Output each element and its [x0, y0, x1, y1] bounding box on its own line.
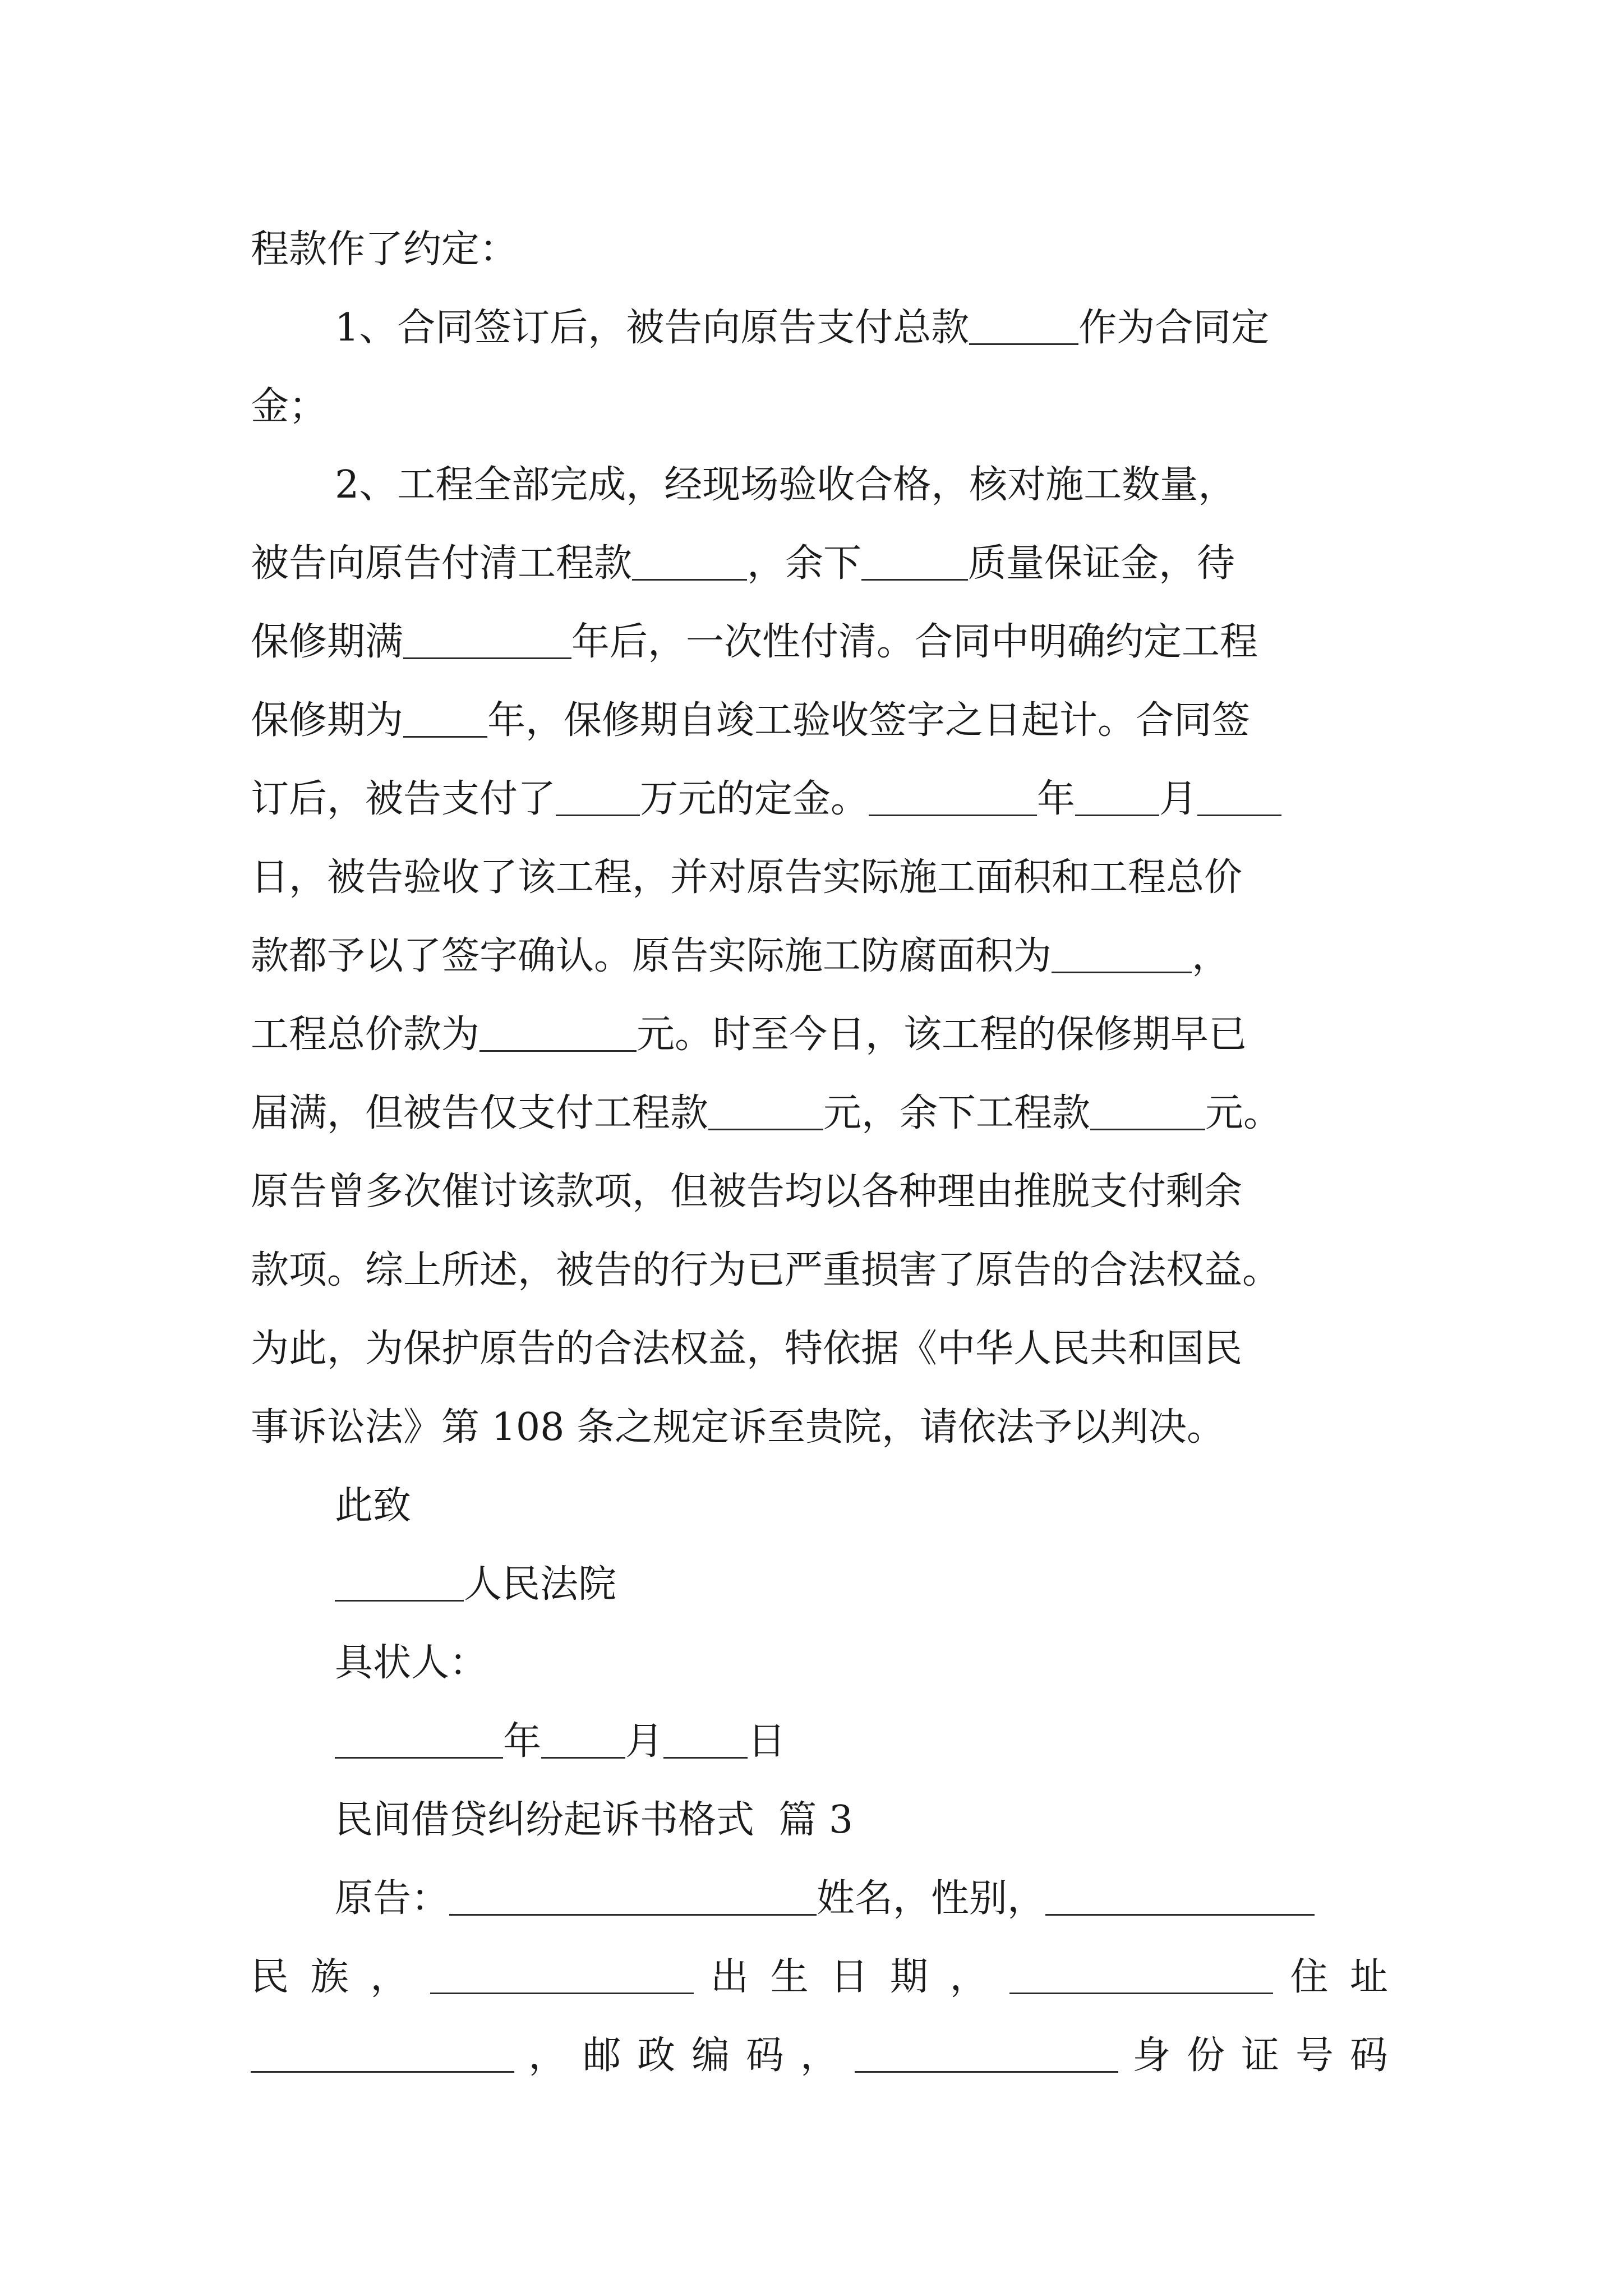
fill-in-blank: [632, 540, 747, 581]
text-segment: 年: [1037, 777, 1076, 821]
text-segment: 月: [1159, 777, 1198, 821]
fill-in-blank: [663, 1718, 748, 1759]
text-segment: 事诉讼法》第 108 条之规定诉至贵院，请依法予以判决。: [251, 1405, 1225, 1450]
text-segment: 质量保证金，待: [968, 541, 1235, 586]
fill-in-blank: [708, 1089, 823, 1130]
text-segment: 民 族 ，: [251, 1955, 413, 1999]
fill-in-blank: [1052, 932, 1192, 973]
fill-in-blank: [430, 1953, 694, 1994]
text-segment: 届满，但被告仅支付工程款: [251, 1091, 709, 1135]
text-line: [335, 289, 1388, 367]
text-segment: ，: [1192, 934, 1230, 978]
text-line: [335, 1860, 1388, 1938]
text-segment: 订后，被告支付了: [251, 777, 556, 821]
text-line: [251, 1153, 1388, 1231]
text-segment: 年，保修期自竣工验收签字之日起计。合同签: [487, 698, 1251, 743]
text-line: [251, 760, 1388, 839]
text-segment: 此致: [335, 1484, 412, 1528]
text-segment: 月: [625, 1719, 664, 1764]
fill-in-blank: [1009, 1953, 1273, 1994]
fill-in-blank: [1045, 1875, 1315, 1916]
text-segment: 款项。综上所述，被告的行为已严重损害了原告的合法权益。: [251, 1248, 1281, 1292]
text-segment: 原告：: [335, 1876, 450, 1921]
text-line: [251, 839, 1388, 917]
text-line: [335, 1624, 1388, 1703]
text-segment: 日: [748, 1719, 786, 1764]
text-line: [251, 682, 1388, 760]
text-segment: 作为合同定: [1078, 306, 1270, 350]
text-segment: 年后，一次性付清。合同中明确约定工程: [571, 620, 1258, 664]
text-segment: 原告曾多次催讨该款项，但被告均以各种理由推脱支付剩余: [251, 1170, 1243, 1214]
text-line: [335, 446, 1388, 524]
fill-in-blank: [869, 775, 1037, 816]
text-line: [335, 1703, 1388, 1781]
text-line: [251, 1388, 1388, 1467]
text-segment: 出 生 日 期 ，: [711, 1955, 993, 1999]
fill-in-blank: [1075, 775, 1159, 816]
text-segment: 元。时至今日，该工程的保修期早已: [637, 1013, 1247, 1057]
text-line: [251, 1938, 1388, 2017]
text-line: [335, 1781, 1388, 1860]
text-line: [251, 1231, 1388, 1310]
text-segment: 工程总价款为: [251, 1013, 480, 1057]
text-segment: 1、合同签订后，被告向原告支付总款: [335, 306, 970, 350]
text-segment: 为此，为保护原告的合法权益，特依据《中华人民共和国民: [251, 1327, 1243, 1371]
fill-in-blank: [1197, 775, 1281, 816]
text-segment: ， 邮 政 编 码 ，: [528, 2033, 841, 2078]
text-segment: 程款作了约定：: [251, 227, 518, 272]
text-segment: 款都予以了签字确认。原告实际施工防腐面积为: [251, 934, 1052, 978]
text-segment: 保修期满: [251, 620, 404, 664]
text-line: [251, 603, 1388, 682]
text-segment: 日，被告验收了该工程，并对原告实际施工面积和工程总价: [251, 855, 1243, 900]
text-segment: 具状人：: [335, 1641, 488, 1685]
text-segment: 人民法院: [464, 1562, 617, 1607]
fill-in-blank: [1090, 1089, 1205, 1130]
fill-in-blank: [541, 1718, 625, 1759]
fill-in-blank: [335, 1718, 503, 1759]
text-line: [251, 210, 1388, 289]
text-line: [251, 2017, 1388, 2095]
text-segment: 身 份 证 号 码: [1132, 2033, 1388, 2078]
fill-in-blank: [556, 775, 640, 816]
fill-in-blank: [403, 618, 571, 659]
fill-in-blank: [251, 2032, 514, 2073]
text-line: [251, 1310, 1388, 1388]
text-segment: 万元的定金。: [640, 777, 869, 821]
fill-in-blank: [449, 1875, 817, 1916]
fill-in-blank: [403, 697, 487, 738]
text-segment: 元，余下工程款: [823, 1091, 1091, 1135]
text-segment: 被告向原告付清工程款: [251, 541, 633, 586]
text-segment: 保修期为: [251, 698, 404, 743]
text-line: [251, 367, 1388, 446]
text-segment: 姓名，性别，: [817, 1876, 1046, 1921]
text-segment: 2、工程全部完成，经现场验收合格，核对施工数量，: [335, 463, 1237, 507]
text-line: [251, 524, 1388, 603]
text-line: [335, 1545, 1388, 1624]
fill-in-blank: [969, 304, 1078, 345]
text-segment: ，余下: [747, 541, 862, 586]
text-line: [251, 1074, 1388, 1153]
text-line: [251, 917, 1388, 996]
text-segment: 元。: [1205, 1091, 1282, 1135]
fill-in-blank: [335, 1561, 464, 1602]
text-segment: 金；: [251, 384, 328, 429]
fill-in-blank: [855, 2032, 1118, 2073]
fill-in-blank: [861, 540, 968, 581]
text-line: [335, 1467, 1388, 1545]
text-segment: 年: [503, 1719, 542, 1764]
text-line: [251, 996, 1388, 1074]
text-segment: 民间借贷纠纷起诉书格式 篇 3: [335, 1798, 854, 1842]
text-segment: 住 址: [1290, 1955, 1388, 1999]
fill-in-blank: [479, 1011, 637, 1052]
